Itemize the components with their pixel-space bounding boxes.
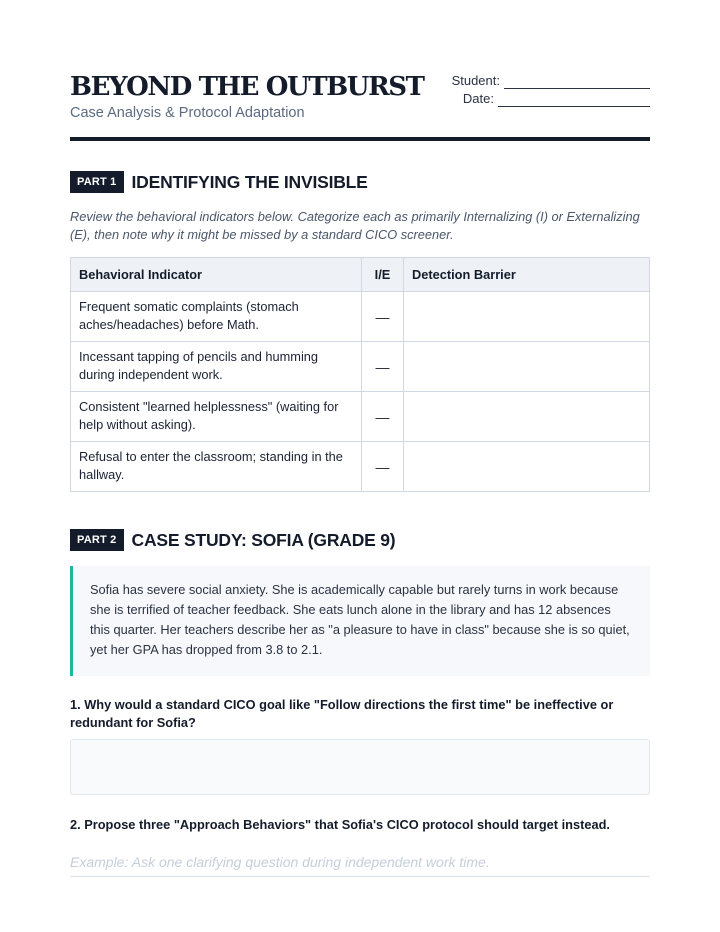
part1-instructions: Review the behavioral indicators below. Categorize each as primarily Internalizing (I) or Externalizing (E), then note why it might be missed by a standard CICO screener.: [70, 209, 640, 242]
worksheet-header: [70, 0, 650, 140]
question-2-answer-input[interactable]: [70, 850, 650, 874]
indicator-cell: Refusal to enter the classroom; standing in the hallway.: [79, 449, 343, 482]
case-study-box: Sofia has severe social anxiety. She is academically capable but rarely turns in work because she is terrified of teacher feedback. She eats lunch alone in the library and has 12 absences this quarter. Her teachers describe her as "a pleasure to have in class" because she is so quiet, yet her GPA has dropped from 3.8 to 2.1.: [70, 566, 650, 676]
table-row: [71, 441, 649, 491]
table-header-row: [71, 258, 649, 291]
worksheet-subtitle: Case Analysis & Protocol Adaptation: [70, 105, 305, 121]
part2-heading: [70, 529, 395, 551]
question-1: 1. Why would a standard CICO goal like "Follow directions the first time" be ineffective or redundant for Sofia?: [70, 697, 614, 730]
student-name-field[interactable]: [504, 77, 650, 89]
worksheet-page: [70, 0, 650, 832]
part1-title: IDENTIFYING THE INVISIBLE: [131, 171, 368, 192]
header-ie: I/E: [361, 258, 403, 291]
part1-badge: PART 1: [70, 171, 124, 193]
question-1-answer-box[interactable]: [70, 739, 650, 795]
ie-answer-cell[interactable]: —: [361, 442, 403, 491]
indicator-cell: Frequent somatic complaints (stomach aches/headaches) before Math.: [79, 299, 299, 332]
question-2-answer-line: [70, 850, 650, 877]
barrier-answer-cell[interactable]: [403, 392, 649, 441]
student-label: Student:: [451, 73, 500, 88]
date-label: Date:: [462, 91, 494, 106]
part1-heading: [70, 171, 368, 193]
date-field[interactable]: [498, 95, 650, 107]
question-2: 2. Propose three "Approach Behaviors" that Sofia's CICO protocol should target instead.: [70, 817, 610, 832]
table-row: [71, 291, 649, 341]
indicator-cell: Consistent "learned helplessness" (waiting for help without asking).: [79, 399, 339, 432]
barrier-answer-cell[interactable]: [403, 292, 649, 341]
ie-answer-cell[interactable]: —: [361, 342, 403, 391]
table-row: [71, 391, 649, 441]
header-barrier: Detection Barrier: [403, 258, 649, 291]
table-row: [71, 341, 649, 391]
part2-title: CASE STUDY: SOFIA (GRADE 9): [131, 529, 396, 550]
part2-badge: PART 2: [70, 529, 124, 551]
student-info: [430, 71, 650, 107]
barrier-answer-cell[interactable]: [403, 342, 649, 391]
ie-answer-cell[interactable]: —: [361, 292, 403, 341]
indicator-cell: Incessant tapping of pencils and humming during independent work.: [79, 349, 319, 382]
header-divider: [70, 137, 650, 141]
student-row: [430, 71, 650, 89]
ie-answer-cell[interactable]: —: [361, 392, 403, 441]
worksheet-title: BEYOND THE OUTBURST: [70, 72, 424, 102]
indicator-table: [70, 257, 650, 492]
header-indicator: Behavioral Indicator: [79, 267, 203, 282]
barrier-answer-cell[interactable]: [403, 442, 649, 491]
date-row: [430, 89, 650, 107]
